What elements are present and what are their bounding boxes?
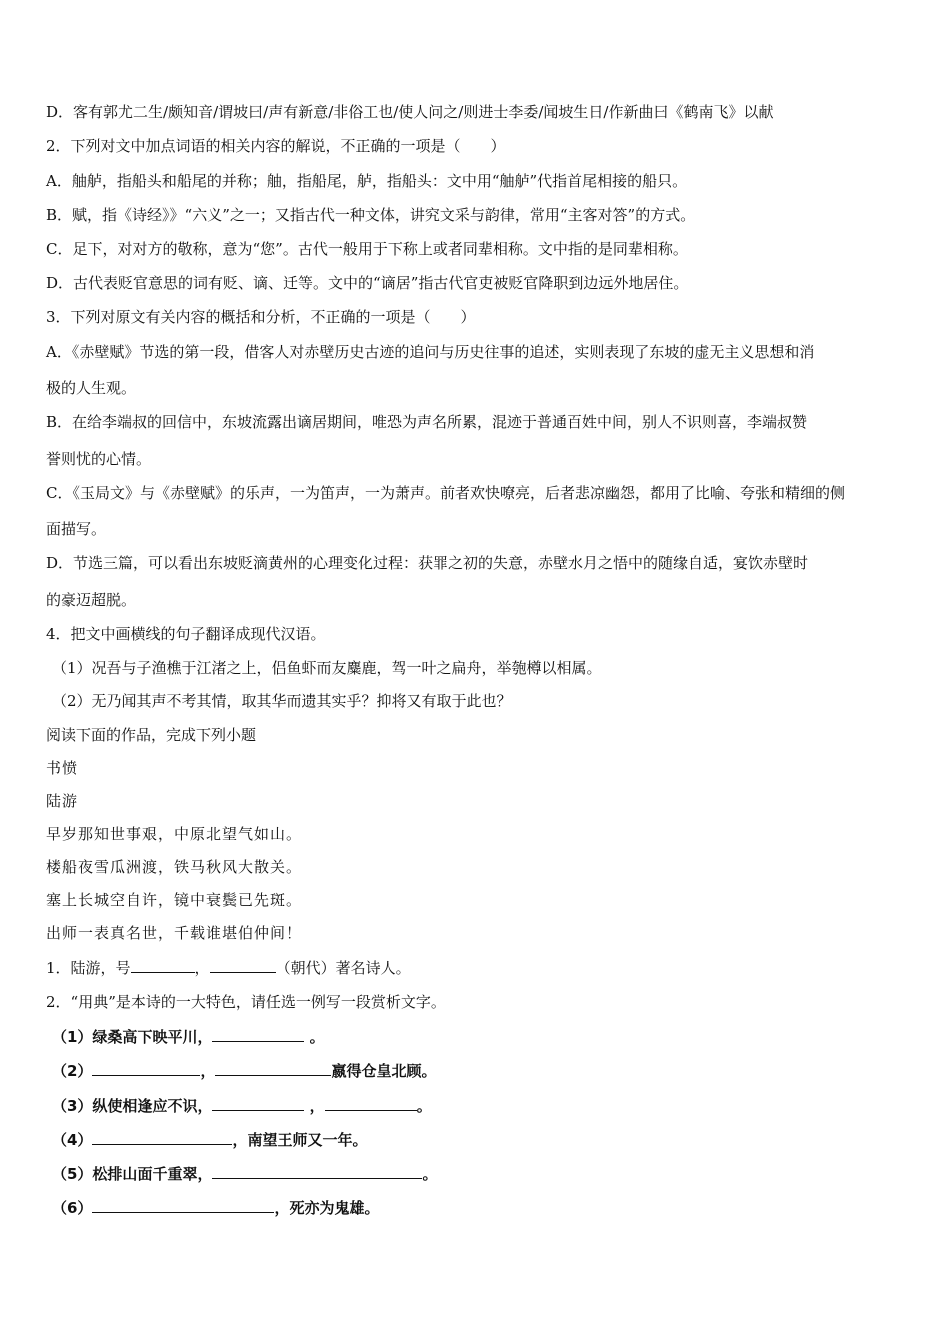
fill-in-4-suffix: ，南望王师又一年。 — [232, 1131, 368, 1149]
answer-blank[interactable] — [215, 1061, 331, 1076]
fill-in-2-prefix: （2） — [52, 1062, 93, 1080]
fill-in-item-5 — [52, 1164, 910, 1184]
q4-item-2: （2）无乃闻其声不考其情，取其华而遗其实乎？抑将又有取于此也？ — [52, 692, 512, 710]
poem-q1-sep: ， — [194, 959, 210, 977]
answer-blank[interactable] — [92, 1198, 274, 1213]
fill-in-5-suffix: 。 — [422, 1165, 438, 1183]
fill-in-5-prefix: （5）松排山面千重翠， — [52, 1165, 213, 1183]
q2-option-c: C．足下，对对方的敬称，意为“您”。古代一般用于下称上或者同辈相称。文中指的是同辈相称。 — [46, 240, 688, 258]
poem-line-2: 楼船夜雪瓜洲渡，铁马秋风大散关。 — [46, 858, 303, 876]
q4-item-1: （1）况吾与子渔樵于江渚之上，侣鱼虾而友麋鹿，驾一叶之扁舟，举匏樽以相属。 — [52, 659, 602, 677]
answer-blank[interactable] — [212, 1096, 304, 1111]
q3-option-b-line1: B．在给李端叔的回信中，东坡流露出谪居期间，唯恐为声名所累，混迹于普通百姓中间，别人不识则喜，李端叔赞 — [46, 413, 808, 431]
q3-option-c-line2: 面描写。 — [46, 520, 107, 538]
poem-q1-suffix: （朝代）著名诗人。 — [275, 959, 411, 977]
fill-in-item-6 — [52, 1198, 910, 1218]
q3-option-b-line2: 誉则忧的心情。 — [46, 450, 152, 468]
q3-stem: 3．下列对原文有关内容的概括和分析，不正确的一项是（ ） — [46, 308, 476, 326]
poem-line-4: 出师一表真名世，千载谁堪伯仲间！ — [46, 924, 303, 942]
q2-option-b: B．赋，指《诗经》》“六义”之一；又指古代一种文体，讲究文采与韵律，常用“主客对答”的方式。 — [46, 206, 696, 224]
answer-blank[interactable] — [325, 1096, 417, 1111]
poem-question-2: 2．“用典”是本诗的一大特色，请任选一例写一段赏析文字。 — [46, 993, 446, 1011]
fill-in-item-1 — [52, 1027, 910, 1047]
q1-option-d: D．客有郭尤二生/颇知音/谓坡曰/声有新意/非俗工也/使人问之/则进士李委/闻坡生日/作新曲曰《鹤南飞》以献 — [46, 103, 774, 121]
answer-blank[interactable] — [212, 1027, 304, 1042]
q2-option-d: D．古代表贬官意思的词有贬、谪、迁等。文中的“谪居”指古代官吏被贬官降职到边远外地居住。 — [46, 274, 689, 292]
q3-option-a-line2: 极的人生观。 — [46, 379, 137, 397]
fill-in-1-suffix: 。 — [304, 1028, 325, 1046]
fill-in-item-4 — [52, 1130, 910, 1150]
q2-stem: 2．下列对文中加点词语的相关内容的解说，不正确的一项是（ ） — [46, 137, 506, 155]
q3-option-c-line1: C．《玉局文》与《赤壁赋》的乐声，一为笛声，一为萧声。前者欢快嘹亮，后者悲凉幽怨，都用了比喻、夸张和精细的侧 — [46, 484, 845, 502]
fill-in-3-sep: ， — [304, 1097, 325, 1115]
answer-blank[interactable] — [210, 958, 276, 973]
answer-blank[interactable] — [92, 1061, 200, 1076]
fill-in-4-prefix: （4） — [52, 1131, 93, 1149]
poem-author: 陆游 — [46, 792, 79, 810]
answer-blank[interactable] — [131, 958, 195, 973]
poem-q1-prefix: 1．陆游，号 — [46, 959, 131, 977]
q4-stem: 4．把文中画横线的句子翻译成现代汉语。 — [46, 625, 326, 643]
poem-title: 书愤 — [46, 759, 79, 777]
q3-option-d-line2: 的豪迈超脱。 — [46, 591, 137, 609]
fill-in-3-prefix: （3）纵使相逢应不识， — [52, 1097, 213, 1115]
poem-line-3: 塞上长城空自许，镜中衰鬓已先斑。 — [46, 891, 303, 909]
fill-in-6-suffix: ，死亦为鬼雄。 — [274, 1199, 380, 1217]
poem-line-1: 早岁那知世事艰，中原北望气如山。 — [46, 825, 303, 843]
fill-in-item-3 — [52, 1096, 910, 1116]
q3-option-a-line1: A．《赤壁赋》节选的第一段，借客人对赤壁历史古迹的追问与历史往事的追述，实则表现了东坡的虚无主义思想和消 — [46, 343, 815, 361]
reading-intro: 阅读下面的作品，完成下列小题 — [46, 726, 257, 744]
fill-in-3-suffix: 。 — [416, 1097, 432, 1115]
answer-blank[interactable] — [92, 1130, 232, 1145]
fill-in-1-prefix: （1）绿桑高下映平川， — [52, 1028, 213, 1046]
fill-in-2-sep: ， — [200, 1062, 216, 1080]
fill-in-2-suffix: 嬴得仓皇北顾。 — [331, 1062, 437, 1080]
poem-question-1 — [46, 958, 910, 978]
q3-option-d-line1: D．节选三篇，可以看出东坡贬滴黄州的心理变化过程：获罪之初的失意，赤壁水月之悟中的随缘自适，宴饮赤壁时 — [46, 554, 809, 572]
answer-blank[interactable] — [212, 1164, 422, 1179]
fill-in-item-2 — [52, 1061, 910, 1081]
fill-in-6-prefix: （6） — [52, 1199, 93, 1217]
q2-option-a: A．舳舻，指船头和船尾的并称；舳，指船尾，舻，指船头：文中用“舳舻”代指首尾相接的船只。 — [46, 172, 688, 190]
